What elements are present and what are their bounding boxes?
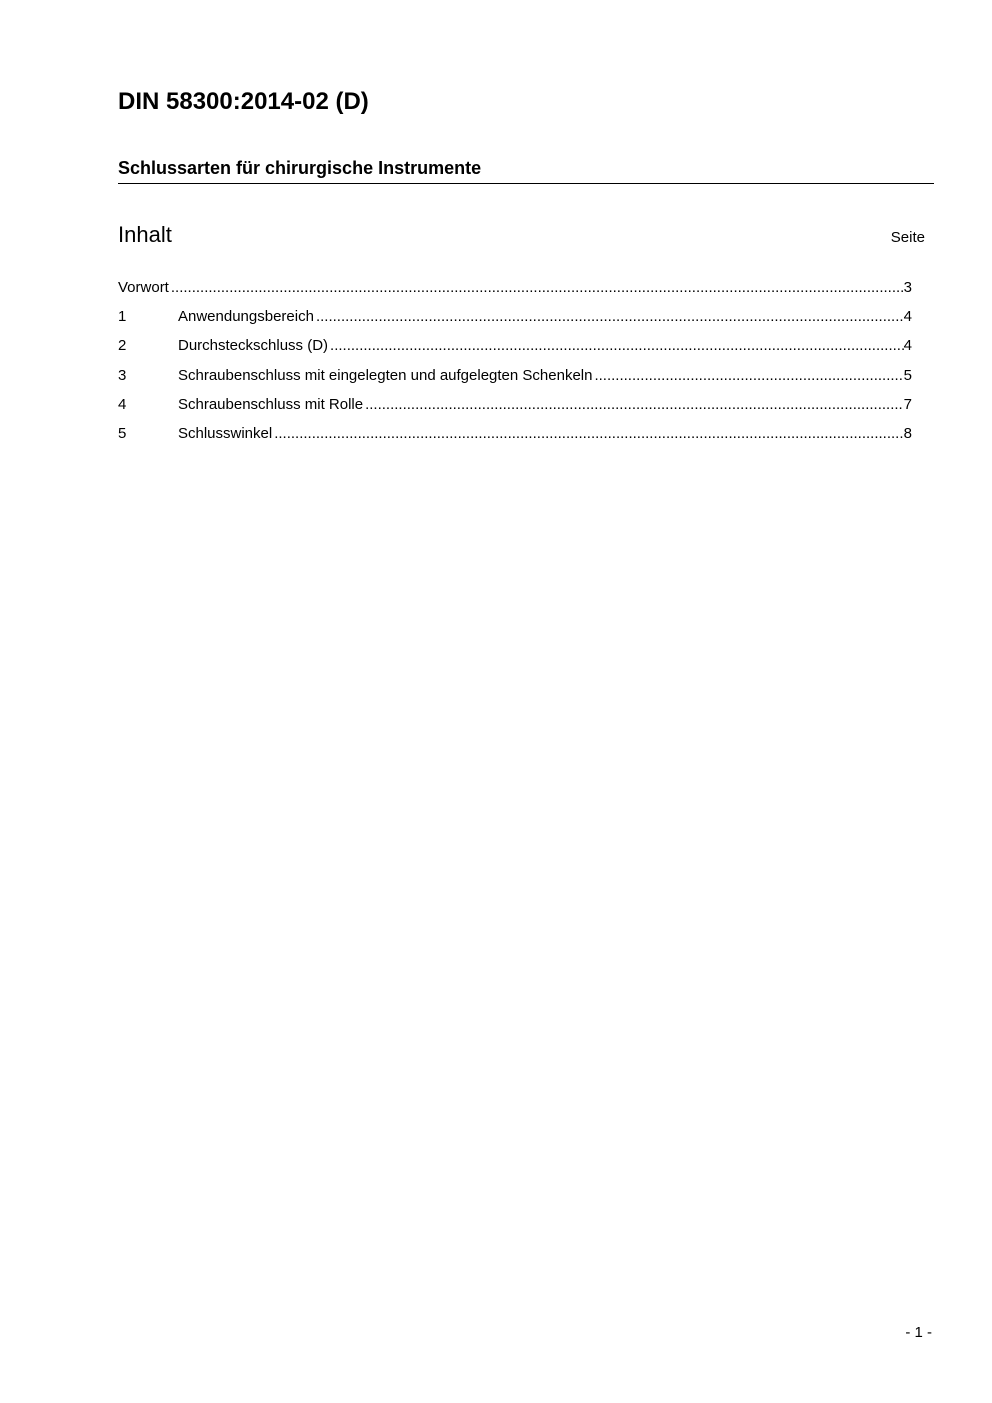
- toc-entry-number: 1: [118, 308, 127, 326]
- toc-dot-leader: [330, 336, 904, 356]
- toc-dot-leader: [316, 307, 904, 327]
- table-of-contents: [118, 278, 912, 453]
- toc-page-column-label: Seite: [890, 229, 925, 246]
- toc-entry-3[interactable]: [118, 366, 912, 395]
- toc-heading: Inhalt: [118, 222, 172, 247]
- footer-page-number: - 1 -: [905, 1324, 932, 1341]
- toc-entry-page: 4: [903, 337, 912, 355]
- toc-entry-vorwort[interactable]: [118, 278, 912, 307]
- toc-entry-number: 4: [118, 395, 127, 413]
- toc-dot-leader: [274, 424, 903, 444]
- toc-entry-2[interactable]: [118, 336, 912, 365]
- toc-entry-page: 7: [903, 395, 912, 413]
- toc-entry-4[interactable]: [118, 395, 912, 424]
- toc-entry-page: 3: [903, 279, 912, 296]
- toc-entry-title: Schlusswinkel: [178, 424, 273, 442]
- toc-entry-1[interactable]: [118, 307, 912, 336]
- toc-entry-title: Vorwort: [118, 279, 169, 296]
- toc-entry-number: 3: [118, 366, 127, 384]
- toc-entry-title: Durchsteckschluss (D): [178, 337, 329, 355]
- subtitle-divider: [118, 183, 934, 184]
- toc-entry-page: 8: [903, 424, 912, 442]
- toc-entry-number: 2: [118, 337, 127, 355]
- document-subtitle: Schlussarten für chirurgische Instrumente: [118, 158, 482, 178]
- document-id: DIN 58300:2014-02 (D): [118, 88, 369, 115]
- toc-dot-leader: [594, 366, 903, 386]
- toc-entry-title: Anwendungsbereich: [178, 308, 314, 326]
- toc-dot-leader: [171, 278, 904, 298]
- toc-entry-number: 5: [118, 424, 127, 442]
- toc-entry-page: 5: [903, 366, 912, 384]
- toc-entry-page: 4: [903, 308, 912, 326]
- toc-entry-title: Schraubenschluss mit eingelegten und aufgelegten Schenkeln: [178, 366, 593, 384]
- toc-dot-leader: [365, 395, 904, 415]
- toc-entry-title: Schraubenschluss mit Rolle: [178, 395, 364, 413]
- toc-entry-5[interactable]: [118, 424, 912, 453]
